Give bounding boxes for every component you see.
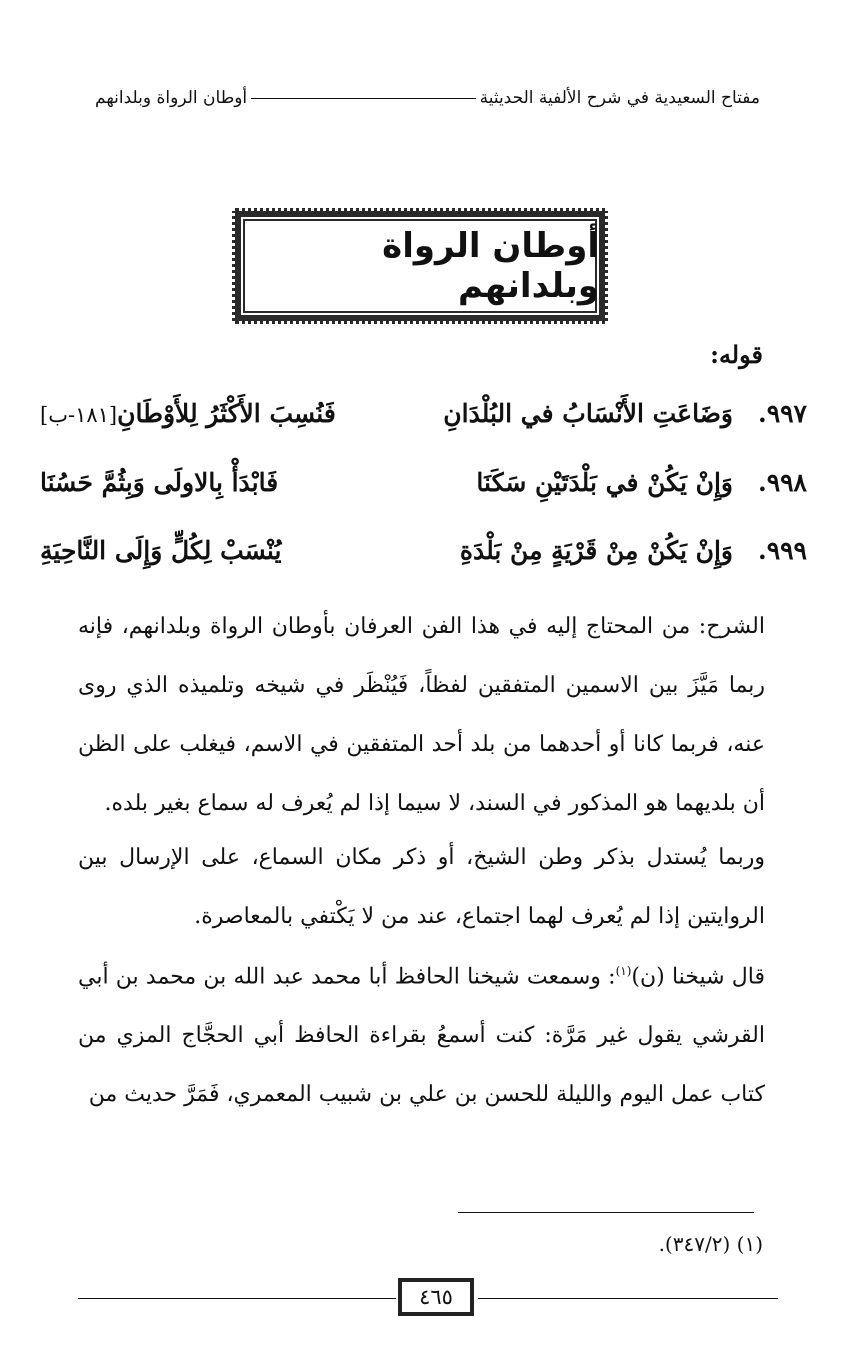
para-text: قال شيخنا (ن) (631, 964, 765, 990)
footer-rule (78, 1298, 396, 1299)
verse-first-hemistich: وَضَاعَتِ الأَنْسَابُ في البُلْدَانِ (443, 398, 733, 428)
running-header (95, 88, 760, 108)
footnote-separator (458, 1212, 754, 1213)
verse-first-hemistich: وَإِنْ يَكُنْ في بَلْدَتَيْنِ سَكَنَا (476, 467, 733, 497)
section-title: أوطان الرواة وبلدانهم (382, 226, 599, 306)
verse-second-hemistich: يُنْسَبْ لِكُلٍّ وَإِلَى النَّاحِيَةِ (40, 535, 282, 565)
running-header-book-title: مفتاح السعيدية في شرح الألفية الحديثية (479, 88, 760, 108)
commentary-paragraph: الشرح: من المحتاج إليه في هذا الفن العرفان بأوطان الرواة وبلدانهم، فإنه ربما مَيَّزَ بين الاسمين المتفقين لفظاً، فَيُنْظَر في شيخه وتلميذه الذي روى عنه، فربما كانا أو أحدهما من بلد أحد المتفقين في الاسم، فيغلب على الظن أن بلديهما هو المذكور في السند، لا سيما إذا لم يُعرف له سماع بغير بلده. (78, 614, 765, 816)
para-text: : وسمعت شيخنا الحافظ أبا محمد عبد الله بن محمد بن أبي القرشي يقول غير مَرَّة: كنت أسمعُ بقراءة الحافظ أبي الحجَّاج المزي من كتاب عمل اليوم والليلة للحسن بن علي بن شبيب المعمري، فَمَرَّ حديث من (78, 964, 765, 1108)
footnote-marker[interactable]: (١) (615, 964, 632, 978)
verse-first-hemistich: وَإِنْ يَكُنْ مِنْ قَرْيَةٍ مِنْ بَلْدَةِ (459, 535, 733, 565)
hemistich-text: فَنُسِبَ الأَكْثَرُ لِلأَوْطَانِ (117, 398, 336, 428)
ornamental-title-frame (232, 208, 608, 324)
page-footer (78, 1276, 778, 1320)
verse-number: ٩٩٨. (757, 467, 807, 497)
verse-line (40, 459, 807, 505)
footer-rule (478, 1298, 778, 1299)
commentary-paragraph (78, 942, 765, 1124)
verse-line (40, 390, 807, 436)
verse-line (40, 527, 807, 573)
manuscript-ref: [١٨١-ب] (40, 402, 118, 427)
verse-intro-label: قوله: (710, 340, 763, 369)
commentary-paragraph: وربما يُستدل بذكر وطن الشيخ، أو ذكر مكان السماع، على الإرسال بين الروايتين إذا لم يُعرف لهما اجتماع، عند من لا يَكْتفي بالمعاصرة. (78, 845, 765, 929)
verse-number: ٩٩٧. (757, 398, 807, 428)
running-header-chapter-title: أوطان الرواة وبلدانهم (95, 88, 248, 108)
verse-second-hemistich: فَابْدَأْ بِالاولَى وَبِثُمَّ حَسُنَا (40, 467, 279, 497)
footnote: (١) (٣٤٧/٢). (658, 1232, 763, 1256)
page-number: ٤٦٥ (398, 1278, 474, 1316)
verse-second-hemistich (40, 399, 433, 428)
header-rule (251, 98, 475, 99)
verse-number: ٩٩٩. (757, 535, 807, 565)
